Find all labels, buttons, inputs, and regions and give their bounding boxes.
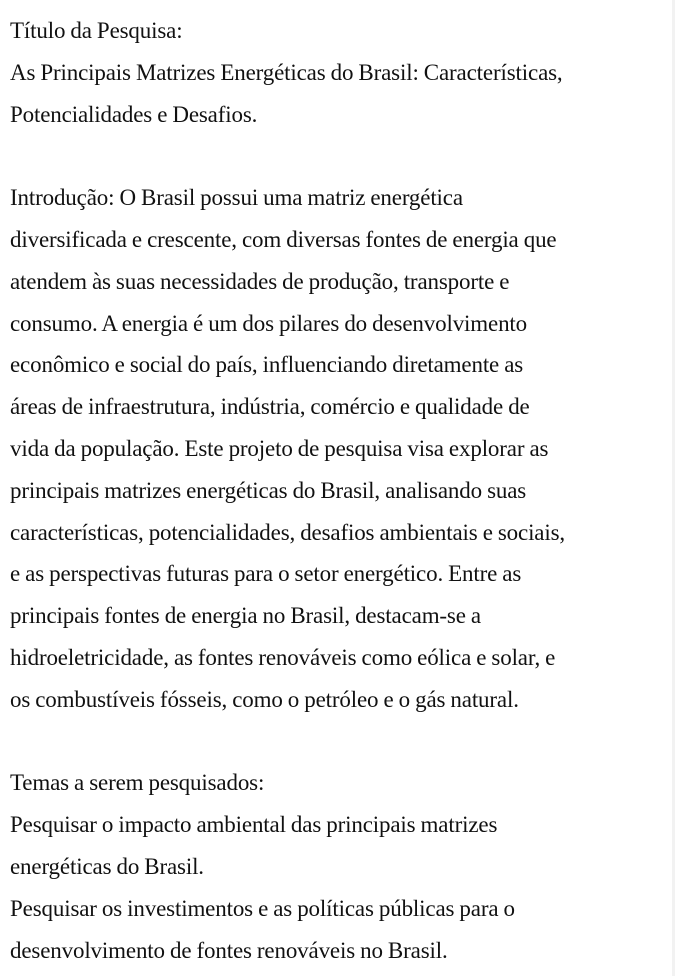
topics-label: Temas a serem pesquisados: <box>10 770 265 796</box>
paragraph-spacer <box>10 135 675 177</box>
topic-line: desenvolvimento de fontes renováveis no Brasil. <box>10 937 448 963</box>
intro-line: vida da população. Este projeto de pesquisa visa explorar as <box>10 435 549 461</box>
paragraph-spacer <box>10 721 675 763</box>
intro-line: atendem às suas necessidades de produção, transporte e <box>10 268 510 294</box>
intro-line: consumo. A energia é um dos pilares do desenvolvimento <box>10 310 528 336</box>
topic-line: Pesquisar os investimentos e as políticas públicas para o <box>10 895 515 921</box>
intro-line: econômico e social do país, influenciando diretamente as <box>10 352 524 378</box>
intro-line: e as perspectivas futuras para o setor energético. Entre as <box>10 561 522 587</box>
intro-line: hidroeletricidade, as fontes renováveis como eólica e solar, e <box>10 644 556 670</box>
intro-line: principais fontes de energia no Brasil, destacam-se a <box>10 603 481 629</box>
topics-section <box>10 762 675 971</box>
intro-line: diversificada e crescente, com diversas fontes de energia que <box>10 226 557 252</box>
intro-line: principais matrizes energéticas do Brasil, analisando suas <box>10 477 527 503</box>
title-line: Potencialidades e Desafios. <box>10 101 258 127</box>
intro-line: características, potencialidades, desafios ambientais e sociais, <box>10 519 566 545</box>
intro-line: Introdução: O Brasil possui uma matriz energética <box>10 185 463 211</box>
introduction-paragraph <box>10 177 675 720</box>
title-section <box>10 10 675 135</box>
topic-line: energéticas do Brasil. <box>10 853 204 879</box>
title-label: Título da Pesquisa: <box>10 18 183 43</box>
title-line: As Principais Matrizes Energéticas do Brasil: Características, <box>10 59 563 85</box>
intro-line: os combustíveis fósseis, como o petróleo e o gás natural. <box>10 686 519 712</box>
topic-line: Pesquisar o impacto ambiental das principais matrizes <box>10 812 498 838</box>
intro-line: áreas de infraestrutura, indústria, comércio e qualidade de <box>10 394 530 420</box>
